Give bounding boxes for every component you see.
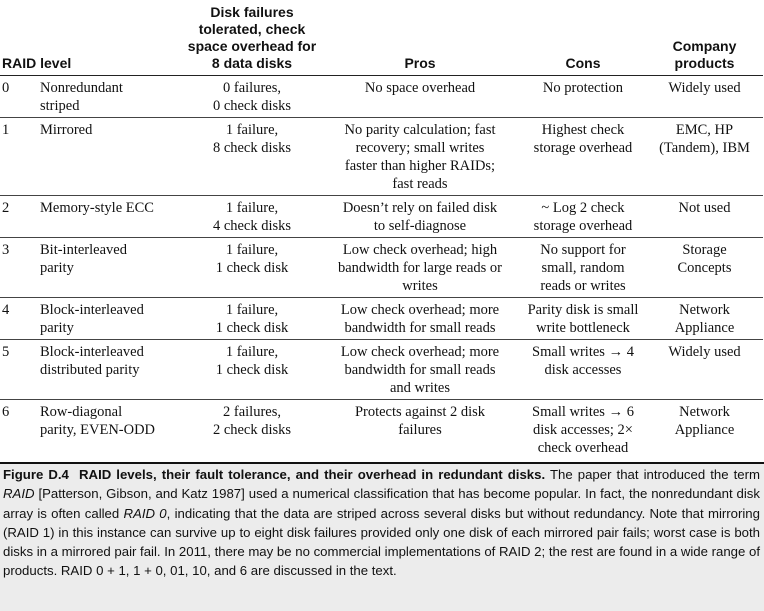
cell-line: Appliance bbox=[674, 422, 735, 438]
products-cell bbox=[646, 196, 763, 238]
raid-level-name bbox=[36, 298, 184, 340]
cell-line: 8 check disks bbox=[212, 140, 292, 156]
cell-line: bandwidth for small reads bbox=[344, 362, 496, 378]
raid-level-number: 2 bbox=[0, 196, 36, 238]
table-header-row bbox=[0, 4, 763, 76]
cell-line: Highest check bbox=[541, 122, 625, 138]
cell-line: faster than higher RAIDs; bbox=[344, 158, 496, 174]
cell-line: Not used bbox=[678, 200, 731, 216]
failures-cell bbox=[184, 118, 320, 196]
products-cell bbox=[646, 76, 763, 118]
cell-line: 1 check disk bbox=[215, 362, 289, 378]
raid-level-number: 4 bbox=[0, 298, 36, 340]
cell-line: distributed parity bbox=[40, 362, 140, 378]
header-failures-line: tolerated, check bbox=[198, 21, 306, 37]
cell-line: small, random bbox=[541, 260, 625, 276]
cell-line: and writes bbox=[390, 380, 450, 396]
header-products-line: Company bbox=[672, 38, 737, 54]
products-cell bbox=[646, 118, 763, 196]
caption-text: [Patterson, Gibson, and Katz 1987] used a numerical classification that has become popular. In fact, the nonredundant disk array is often called bbox=[3, 486, 760, 521]
header-cons: Cons bbox=[520, 4, 646, 76]
header-pros: Pros bbox=[320, 4, 520, 76]
cell-line: Protects against 2 disk bbox=[354, 404, 486, 420]
raid-level-number: 5 bbox=[0, 340, 36, 400]
cell-line: Widely used bbox=[668, 80, 741, 96]
caption-term-raid: RAID bbox=[3, 486, 35, 502]
cell-line: Block-interleaved bbox=[40, 344, 144, 360]
cell-line: to self-diagnose bbox=[373, 218, 467, 234]
cell-line: Low check overhead; more bbox=[340, 344, 500, 360]
cell-line: failures bbox=[398, 422, 442, 438]
cell-line: write bottleneck bbox=[536, 320, 630, 336]
cell-line: disk accesses; 2× bbox=[533, 422, 633, 438]
pros-cell bbox=[320, 118, 520, 196]
figure-label: Figure D.4 bbox=[3, 467, 69, 482]
cell-line: Network bbox=[679, 404, 730, 420]
raid-level-number: 3 bbox=[0, 238, 36, 298]
raid-level-name bbox=[36, 340, 184, 400]
cell-line: parity, EVEN-ODD bbox=[40, 422, 156, 438]
cell-line: Network bbox=[679, 302, 730, 318]
figure-caption bbox=[3, 465, 760, 581]
failures-cell bbox=[184, 76, 320, 118]
cell-line: 4 check disks bbox=[212, 218, 292, 234]
pros-cell bbox=[320, 196, 520, 238]
cons-cell bbox=[520, 400, 646, 460]
failures-cell bbox=[184, 238, 320, 298]
raid-level-number: 0 bbox=[0, 76, 36, 118]
cell-line: Storage bbox=[682, 242, 727, 258]
cell-line: EMC, HP bbox=[675, 122, 734, 138]
cell-line: 1 failure, bbox=[225, 122, 279, 138]
cell-line: check overhead bbox=[537, 440, 629, 456]
figure-title: RAID levels, their fault tolerance, and their overhead in redundant disks. bbox=[79, 467, 546, 482]
cell-line: 1 failure, bbox=[225, 302, 279, 318]
cell-line: No support for bbox=[540, 242, 626, 258]
header-failures-line: Disk failures bbox=[210, 4, 294, 20]
cell-line: 1 check disk bbox=[215, 320, 289, 336]
pros-cell bbox=[320, 340, 520, 400]
cell-line: No protection bbox=[542, 80, 624, 96]
cell-line: 0 check disks bbox=[212, 98, 292, 114]
table-body bbox=[0, 76, 763, 460]
cons-cell bbox=[520, 76, 646, 118]
raid-level-name bbox=[36, 196, 184, 238]
failures-cell bbox=[184, 196, 320, 238]
cell-line: fast reads bbox=[392, 176, 448, 192]
cell-line: Low check overhead; high bbox=[342, 242, 498, 258]
table-row bbox=[0, 298, 763, 340]
cell-line: Row-diagonal bbox=[40, 404, 123, 420]
caption-text: The paper that introduced the term bbox=[549, 467, 761, 482]
cell-line: Concepts bbox=[677, 260, 732, 276]
raid-level-name bbox=[36, 400, 184, 460]
pros-cell bbox=[320, 400, 520, 460]
cell-line: Low check overhead; more bbox=[340, 302, 500, 318]
cell-line: recovery; small writes bbox=[355, 140, 485, 156]
cell-line: 1 failure, bbox=[225, 200, 279, 216]
failures-cell bbox=[184, 298, 320, 340]
products-cell bbox=[646, 400, 763, 460]
header-company-products bbox=[646, 4, 763, 76]
cell-line: Appliance bbox=[674, 320, 735, 336]
cell-line: Bit-interleaved bbox=[40, 242, 127, 258]
cell-line: writes bbox=[402, 278, 438, 294]
cell-line: 1 check disk bbox=[215, 260, 289, 276]
pros-cell bbox=[320, 298, 520, 340]
cons-cell bbox=[520, 298, 646, 340]
cell-line: Memory-style ECC bbox=[40, 200, 154, 216]
raid-level-number: 6 bbox=[2, 404, 10, 420]
table-row bbox=[0, 76, 763, 118]
cell-line: 2 check disks bbox=[212, 422, 292, 438]
cell-line: Small writes → 4 bbox=[532, 344, 634, 360]
cell-line: Widely used bbox=[668, 344, 741, 360]
header-products-line: products bbox=[674, 55, 735, 71]
cell-line: Block-interleaved bbox=[40, 302, 144, 318]
raid-levels-table bbox=[0, 4, 763, 459]
raid-level-name bbox=[36, 118, 184, 196]
table-row bbox=[0, 196, 763, 238]
table-row bbox=[0, 400, 763, 460]
cell-line: 2 failures, bbox=[223, 404, 281, 420]
cell-line: disk accesses bbox=[544, 362, 622, 378]
header-failures-line: space overhead for bbox=[187, 38, 317, 54]
cons-cell bbox=[520, 118, 646, 196]
cons-cell bbox=[520, 238, 646, 298]
cell-line: 1 failure, bbox=[225, 344, 279, 360]
cell-line: 0 failures, bbox=[223, 80, 281, 96]
header-raid-level: RAID level bbox=[0, 4, 184, 76]
cell-line: Doesn’t rely on failed disk bbox=[342, 200, 498, 216]
cell-line: No space overhead bbox=[364, 80, 476, 96]
products-cell bbox=[646, 238, 763, 298]
cell-line: Parity disk is small bbox=[527, 302, 639, 318]
cell-line: parity bbox=[40, 260, 74, 276]
cell-line: Small writes → 6 bbox=[532, 404, 634, 420]
raid-level-name bbox=[36, 76, 184, 118]
cell-line: reads or writes bbox=[540, 278, 626, 294]
failures-cell bbox=[184, 400, 320, 460]
raid-level-name bbox=[36, 238, 184, 298]
cons-cell bbox=[520, 196, 646, 238]
cell-line: 1 failure, bbox=[225, 242, 279, 258]
products-cell bbox=[646, 298, 763, 340]
header-failures-line: 8 data disks bbox=[211, 55, 293, 71]
cell-line: No parity calculation; fast bbox=[344, 122, 496, 138]
products-cell bbox=[646, 340, 763, 400]
table-row bbox=[0, 340, 763, 400]
caption-text: , indicating that the data are striped across several disks but without redundancy. Note that mirroring (RAID 1) in this instance can survive up to eight disk failures provided only one disk of each mirrored pair fails; worst case is both disks in a mirrored pair fail. In 2011, there may be no commercial implementations of RAID 2; the rest are found in a wide range of products. RAID 0 + 1, 1 + 0, 01, 10, and 6 are discussed in the text. bbox=[3, 505, 760, 579]
cell-line: parity bbox=[40, 320, 74, 336]
cell-line: storage overhead bbox=[533, 140, 633, 156]
cell-line: bandwidth for large reads or bbox=[337, 260, 502, 276]
cons-cell bbox=[520, 340, 646, 400]
failures-cell bbox=[184, 340, 320, 400]
header-failures-tolerated bbox=[184, 4, 320, 76]
caption-term-raid0: RAID 0 bbox=[123, 505, 167, 521]
cell-line: ~ Log 2 check bbox=[541, 200, 625, 216]
cell-line: Mirrored bbox=[40, 122, 93, 138]
cell-line: (Tandem), IBM bbox=[659, 140, 750, 156]
pros-cell bbox=[320, 238, 520, 298]
cell-line: storage overhead bbox=[533, 218, 633, 234]
cell-line: striped bbox=[40, 98, 80, 114]
raid-level-number: 1 bbox=[0, 118, 36, 196]
pros-cell bbox=[320, 76, 520, 118]
cell-line: Nonredundant bbox=[40, 80, 123, 96]
table-row bbox=[0, 238, 763, 298]
table-row bbox=[0, 118, 763, 196]
cell-line: bandwidth for small reads bbox=[344, 320, 496, 336]
